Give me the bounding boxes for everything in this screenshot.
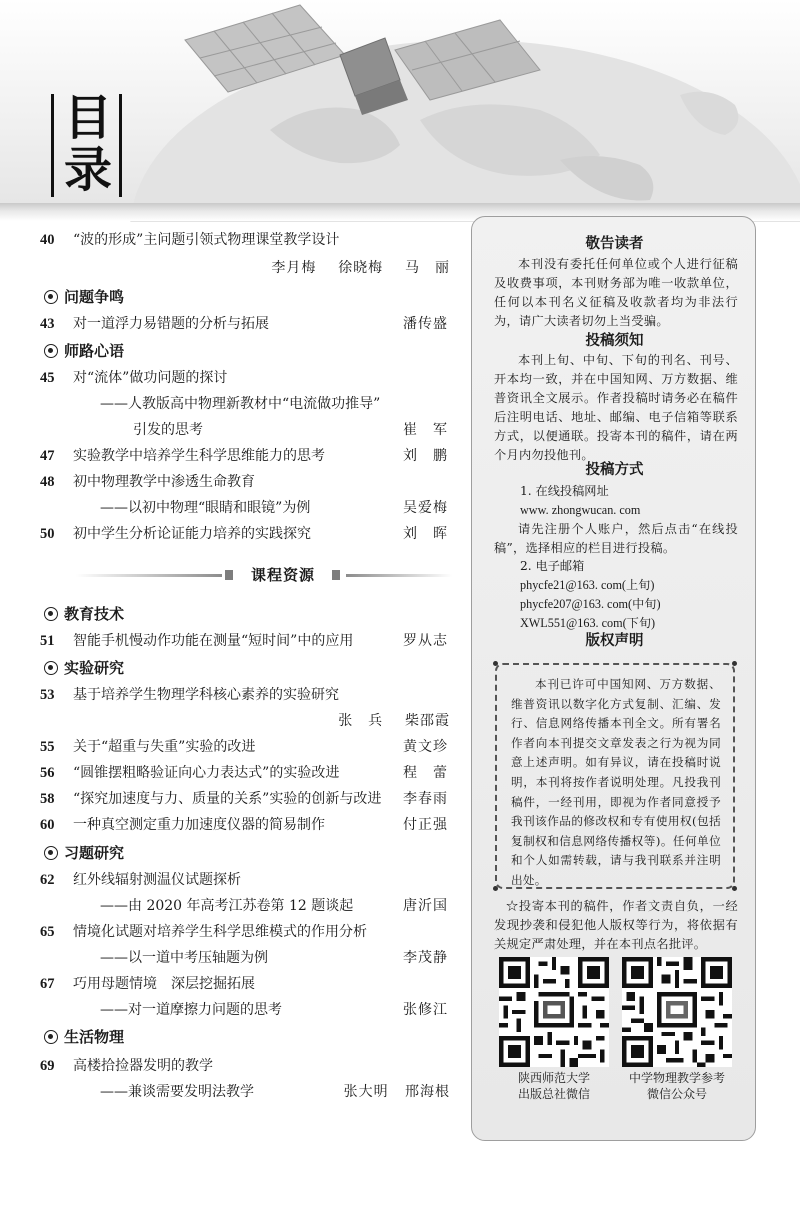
toc-subtitle-line <box>40 1082 450 1102</box>
toc-page-number: 50 <box>40 526 55 542</box>
qr-caption-right <box>612 1070 742 1102</box>
corner-dot <box>732 661 737 666</box>
copyright-body: 本刊已许可中国知网、万方数据、维普资讯以数字化方式复制、汇编、发行、信息网络传播本刊全文。所有署名作者向本刊提交文章发表之行为视为同意上述声明。如有异议，请在投稿时说明，本刊将按作者说明处理。凡投我刊稿件，一经刊用，即视为作者同意授予我刊该作品的修改权和专有使用权(包括复制权和信息网络传播权等)。任何单位和个人如需转载，请与我刊联系并注明出处。 <box>511 677 721 887</box>
toc-page-number: 55 <box>40 739 55 755</box>
toc-subtitle-line <box>40 948 450 968</box>
caption-line: 微信公众号 <box>646 1087 707 1101</box>
email-address[interactable]: phycfe207@163. com(中旬) <box>520 597 661 611</box>
toc-title: 实验教学中培养学生科学思维能力的思考 <box>73 448 325 464</box>
methods-title: 投稿方式 <box>585 462 644 478</box>
contents-title <box>46 88 124 200</box>
toc-author: 唐沂国 <box>403 898 448 914</box>
plagiarism-warning: ☆投寄本刊的稿件，作者文责自负，一经发现抄袭和侵犯他人版权等行为，将依据有关规定严肃处理，并在本刊点名批评。 <box>494 899 738 951</box>
toc-entry[interactable] <box>40 368 450 388</box>
toc-author: 邢海根 <box>405 1084 450 1100</box>
copyright-box <box>495 663 735 889</box>
toc-author: 张修江 <box>403 1002 448 1018</box>
toc-author: 李月梅 <box>271 260 317 276</box>
copyright-title: 版权声明 <box>585 633 644 649</box>
section-label: 师路心语 <box>64 342 125 360</box>
title-char-1: 目 <box>63 90 112 146</box>
email-label: 2. 电子邮箱 <box>520 559 585 573</box>
toc-author: 张大明 <box>343 1084 389 1100</box>
section-bullet-icon <box>44 846 58 860</box>
toc-page-number: 53 <box>40 687 55 703</box>
toc-author: 黄文珍 <box>403 739 448 755</box>
toc-entry[interactable] <box>40 763 450 783</box>
toc-author: 罗从志 <box>403 633 448 649</box>
toc-subtitle: ——对一道摩擦力问题的思考 <box>100 1002 282 1018</box>
toc-title: 高楼拾捡器发明的教学 <box>73 1058 213 1074</box>
course-resources-banner <box>40 565 410 585</box>
toc-subtitle-line <box>40 420 450 440</box>
toc-page-number: 62 <box>40 872 55 888</box>
notice-title: 敬告读者 <box>585 236 644 252</box>
section-bullet-icon <box>44 290 58 304</box>
toc-entry[interactable] <box>40 524 450 544</box>
toc-title: “探究加速度与力、质量的关系”实验的创新与改进 <box>73 791 382 807</box>
toc-page-number: 56 <box>40 765 55 781</box>
banner-line-right <box>346 574 452 577</box>
toc-entry[interactable] <box>40 974 450 994</box>
banner-label: 课程资源 <box>250 566 315 584</box>
toc-page-number: 47 <box>40 448 55 464</box>
toc-author: 刘 晖 <box>403 526 448 542</box>
toc-entry[interactable] <box>40 631 450 651</box>
toc-authors <box>344 1082 450 1102</box>
qr-caption-left <box>489 1070 619 1102</box>
toc-subtitle: ——由 2020 年高考江苏卷第 12 题谈起 <box>100 898 354 914</box>
title-bar-left <box>51 94 54 197</box>
toc-page-number: 51 <box>40 633 55 649</box>
notice-body: 本刊没有委托任何单位或个人进行征稿及收费事项，本刊财务部为唯一收款单位，任何以本刊名义征稿及收款者均为非法行为，请广大读者切勿上当受骗。 <box>494 257 738 328</box>
toc-author: 付正强 <box>403 817 448 833</box>
title-char-2: 录 <box>63 142 112 198</box>
toc-subtitle-line <box>40 896 450 916</box>
toc-author: 程 蕾 <box>403 765 448 781</box>
toc-page-number: 45 <box>40 370 55 386</box>
corner-dot <box>493 886 498 891</box>
toc-page-number: 65 <box>40 924 55 940</box>
section-heading <box>44 603 124 625</box>
toc-title: 对一道浮力易错题的分析与拓展 <box>73 316 269 332</box>
toc-entry[interactable] <box>40 314 450 334</box>
toc-subtitle-line <box>40 498 450 518</box>
toc-entry[interactable] <box>40 446 450 466</box>
section-bullet-icon <box>44 344 58 358</box>
banner-square-left <box>225 570 233 580</box>
toc-author: 张 兵 <box>338 713 384 729</box>
email-address[interactable]: phycfe21@163. com(上旬) <box>520 578 655 592</box>
section-heading <box>44 286 124 308</box>
toc-title: 初中学生分析论证能力培养的实践探究 <box>73 526 311 542</box>
toc-subtitle: 引发的思考 <box>133 422 203 438</box>
toc-page-number: 40 <box>40 232 55 248</box>
toc-title: 关于“超重与失重”实验的改进 <box>73 739 256 755</box>
toc-title: 智能手机慢动作功能在测量“短时间”中的应用 <box>73 633 354 649</box>
toc-subtitle: ——人教版高中物理新教材中“电流做功推导” <box>100 396 381 412</box>
toc-page-number: 48 <box>40 474 55 490</box>
title-bar-right <box>119 94 122 197</box>
toc-entry[interactable] <box>40 789 450 809</box>
toc-authors <box>338 711 450 731</box>
toc-title: “圆锥摆粗略验证向心力表达式”的实验改进 <box>73 765 340 781</box>
qr-code-journal-icon[interactable] <box>622 957 732 1067</box>
toc-entry[interactable] <box>40 472 450 492</box>
online-note: 请先注册个人账户，然后点击“在线投稿”，选择相应的栏目进行投稿。 <box>494 522 738 555</box>
section-label: 习题研究 <box>64 844 125 862</box>
qr-code-publisher-icon[interactable] <box>499 957 609 1067</box>
section-heading <box>44 1026 124 1048</box>
toc-title: “波的形成”主问题引领式物理课堂教学设计 <box>73 232 340 248</box>
section-heading <box>44 657 124 679</box>
online-submission-label: 1. 在线投稿网址 <box>520 484 609 498</box>
guide-body: 本刊上旬、中旬、下旬的刊名、刊号、开本均一致，并在中国知网、万方数据、维普资讯全文展示。作者投稿时请务必在稿件后注明电话、地址、邮编、电子信箱等联系方式，以便通联。投寄本刊的稿件，请在两个月内勿投他刊。 <box>494 353 738 462</box>
toc-author: 李茂静 <box>403 950 448 966</box>
toc-title: 基于培养学生物理学科核心素养的实验研究 <box>73 687 339 703</box>
toc-author: 崔 军 <box>403 422 448 438</box>
toc-entry[interactable] <box>40 230 450 250</box>
caption-line: 出版总社微信 <box>517 1087 590 1101</box>
toc-page-number: 43 <box>40 316 55 332</box>
toc-title: 初中物理教学中渗透生命教育 <box>73 474 255 490</box>
section-heading <box>44 842 124 864</box>
section-label: 实验研究 <box>64 659 125 677</box>
toc-author-line <box>40 258 450 278</box>
toc-author: 刘 鹏 <box>403 448 448 464</box>
toc-title: 一种真空测定重力加速度仪器的简易制作 <box>73 817 325 833</box>
toc-entry[interactable] <box>40 815 450 835</box>
section-label: 问题争鸣 <box>64 288 125 306</box>
section-bullet-icon <box>44 1030 58 1044</box>
section-heading <box>44 340 124 362</box>
toc-author: 徐晓梅 <box>338 260 384 276</box>
caption-line: 陕西师范大学 <box>517 1071 590 1085</box>
caption-line: 中学物理教学参考 <box>628 1071 725 1085</box>
toc-page-number: 60 <box>40 817 55 833</box>
toc-author: 柴邵霞 <box>405 713 450 729</box>
toc-title: 对“流体”做功问题的探讨 <box>73 370 228 386</box>
toc-page-number: 58 <box>40 791 55 807</box>
toc-subtitle-line <box>40 394 450 414</box>
toc-subtitle-line <box>40 1000 450 1020</box>
section-label: 教育技术 <box>64 605 125 623</box>
banner-square-right <box>332 570 340 580</box>
section-label: 生活物理 <box>64 1028 125 1046</box>
section-bullet-icon <box>44 661 58 675</box>
banner-line-left <box>76 574 222 577</box>
toc-author-line <box>40 711 450 731</box>
page-header <box>0 0 800 222</box>
toc-entry[interactable] <box>40 922 450 942</box>
toc-entry[interactable] <box>40 685 450 705</box>
toc-subtitle: ——兼谈需要发明法教学 <box>100 1084 254 1100</box>
website-link[interactable]: www. zhongwucan. com <box>520 503 641 517</box>
toc-entry[interactable] <box>40 737 450 757</box>
info-panel <box>471 216 756 1141</box>
toc-subtitle: ——以初中物理“眼睛和眼镜”为例 <box>100 500 311 516</box>
toc-title: 情境化试题对培养学生科学思维模式的作用分析 <box>73 924 367 940</box>
section-bullet-icon <box>44 607 58 621</box>
toc-entry[interactable] <box>40 870 450 890</box>
email-address[interactable]: XWL551@163. com(下旬) <box>520 616 656 630</box>
toc-entry[interactable] <box>40 1056 450 1076</box>
toc-subtitle: ——以一道中考压轴题为例 <box>100 950 268 966</box>
toc-title: 红外线辐射测温仪试题探析 <box>73 872 241 888</box>
toc-title: 巧用母题情境 深层挖掘拓展 <box>73 976 255 992</box>
toc-author: 李春雨 <box>403 791 448 807</box>
toc-authors <box>271 258 450 278</box>
toc-page-number: 69 <box>40 1058 55 1074</box>
toc-author: 吴爱梅 <box>403 500 448 516</box>
toc-author: 马 丽 <box>405 260 450 276</box>
toc-page-number: 67 <box>40 976 55 992</box>
toc-author: 潘传盛 <box>403 316 448 332</box>
guide-title: 投稿须知 <box>585 333 644 349</box>
corner-dot <box>732 886 737 891</box>
corner-dot <box>493 661 498 666</box>
